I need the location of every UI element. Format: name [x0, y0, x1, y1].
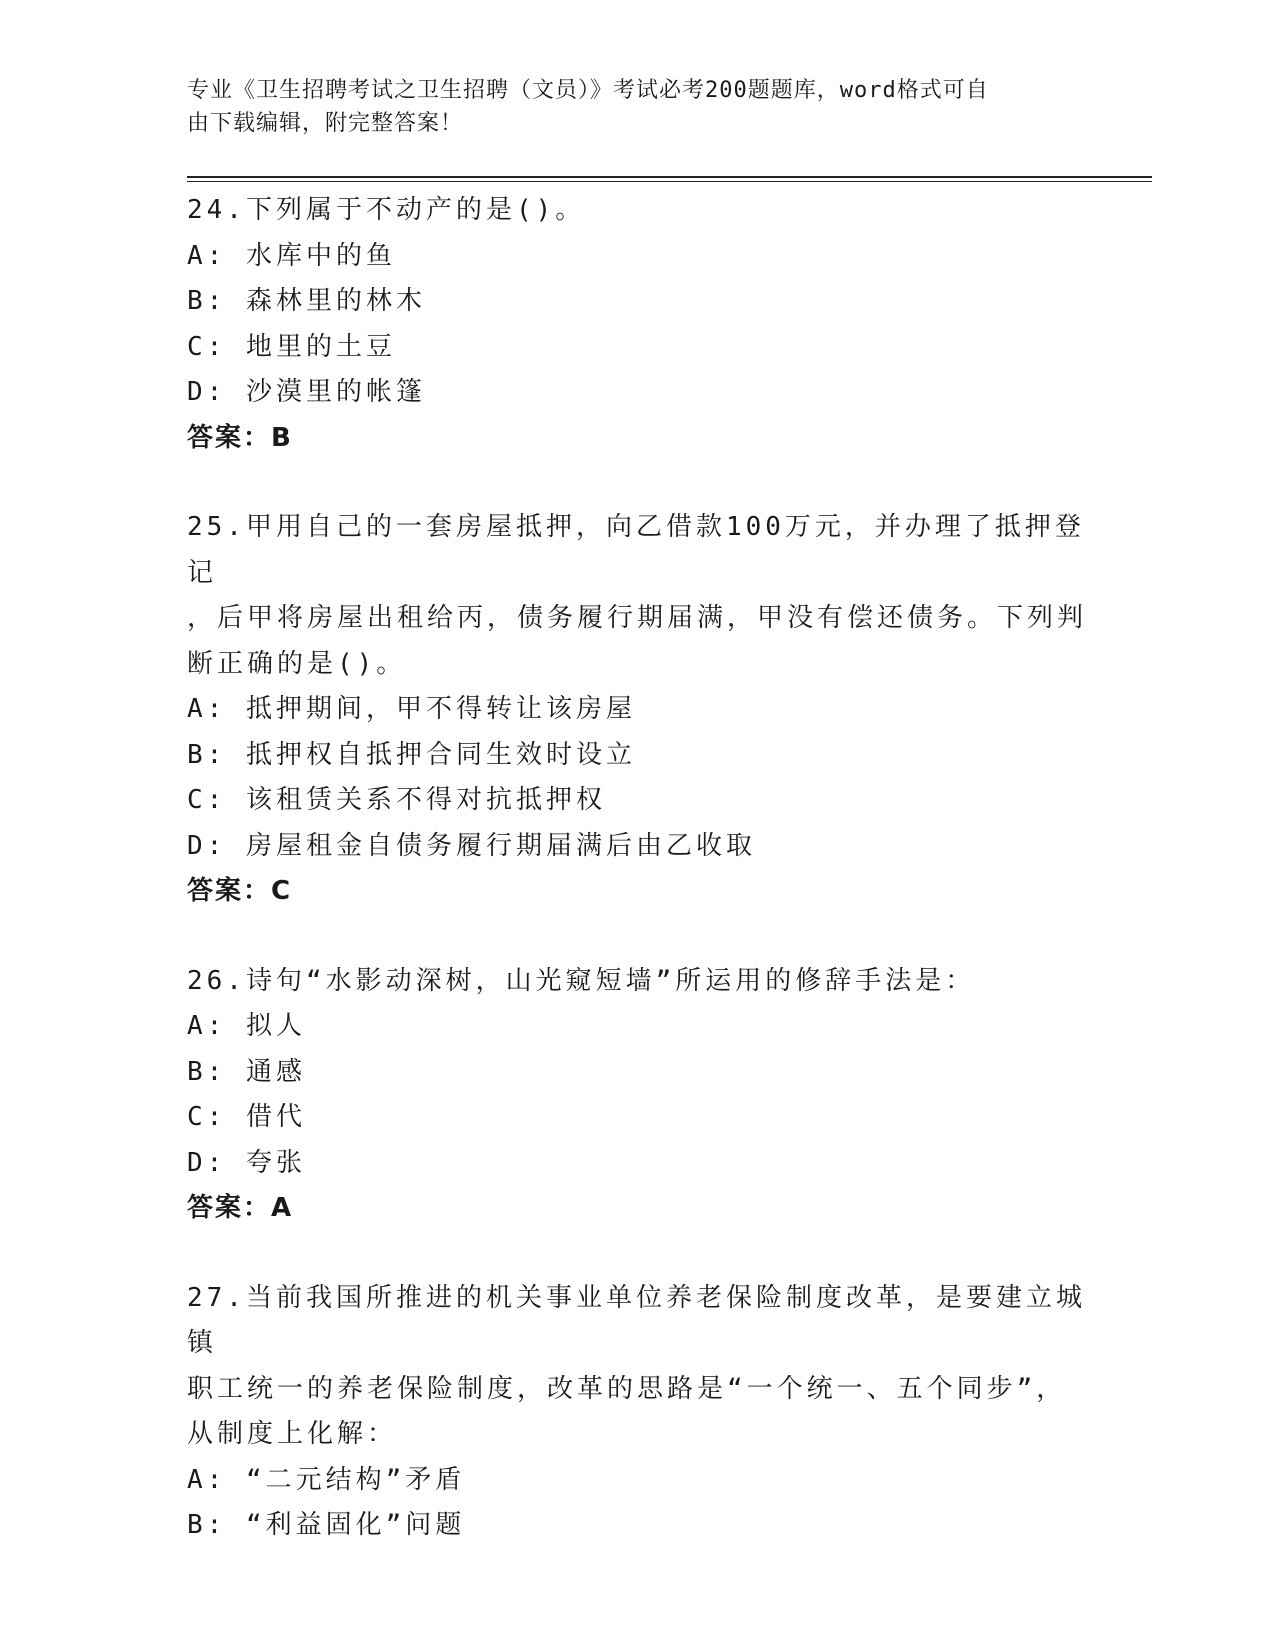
- option-a: A: “二元结构”矛盾: [187, 1464, 466, 1495]
- option-d: D: 房屋租金自债务履行期届满后由乙收取: [187, 830, 756, 861]
- question-stem: 26.诗句“水影动深树，山光窥短墙”所运用的修辞手法是：: [187, 965, 976, 996]
- option-a: A: 水库中的鱼: [187, 240, 396, 271]
- answer-label: 答案：C: [187, 876, 293, 906]
- question-stem-line-1: 27.当前我国所推进的机关事业单位养老保险制度改革，是要建立城镇: [187, 1282, 1086, 1358]
- header-divider-thick: [187, 176, 1152, 178]
- option-b: B: 通感: [187, 1056, 306, 1087]
- header-divider-thin: [187, 181, 1152, 182]
- header-line-1: 专业《卫生招聘考试之卫生招聘（文员）》考试必考200题题库，word格式可自: [187, 78, 989, 103]
- question-24: [187, 188, 1087, 461]
- header-line-2: 由下载编辑，附完整答案！: [187, 111, 464, 136]
- question-27: [187, 1276, 1087, 1549]
- option-c: C: 该租赁关系不得对抗抵押权: [187, 785, 606, 815]
- option-a: A: 拟人: [187, 1011, 306, 1041]
- option-d: D: 夸张: [187, 1147, 306, 1178]
- option-a: A: 抵押期间，甲不得转让该房屋: [187, 694, 636, 724]
- option-b: B: 抵押权自抵押合同生效时设立: [187, 739, 636, 770]
- option-c: C: 地里的土豆: [187, 331, 396, 362]
- question-list: [187, 188, 1087, 1593]
- question-stem-line-3: 从制度上化解：: [187, 1419, 398, 1449]
- question-25: [187, 505, 1087, 915]
- option-d: D: 沙漠里的帐篷: [187, 377, 426, 407]
- answer-label: 答案：A: [187, 1193, 294, 1223]
- option-b: B: “利益固化”问题: [187, 1510, 466, 1540]
- question-stem-line-3: 断正确的是()。: [187, 648, 407, 679]
- option-c: C: 借代: [187, 1102, 306, 1132]
- option-b: B: 森林里的林木: [187, 286, 426, 316]
- question-stem-line-2: 职工统一的养老保险制度，改革的思路是“一个统一、五个同步”，: [187, 1373, 1067, 1404]
- question-stem-line-1: 25.甲用自己的一套房屋抵押，向乙借款100万元，并办理了抵押登记: [187, 512, 1085, 588]
- question-stem-line-2: ，后甲将房屋出租给丙，债务履行期届满，甲没有偿还债务。下列判: [187, 603, 1088, 633]
- answer-label: 答案：B: [187, 422, 293, 453]
- document-header: [187, 74, 1067, 140]
- question-stem: 24.下列属于不动产的是()。: [187, 195, 586, 225]
- question-26: [187, 959, 1087, 1232]
